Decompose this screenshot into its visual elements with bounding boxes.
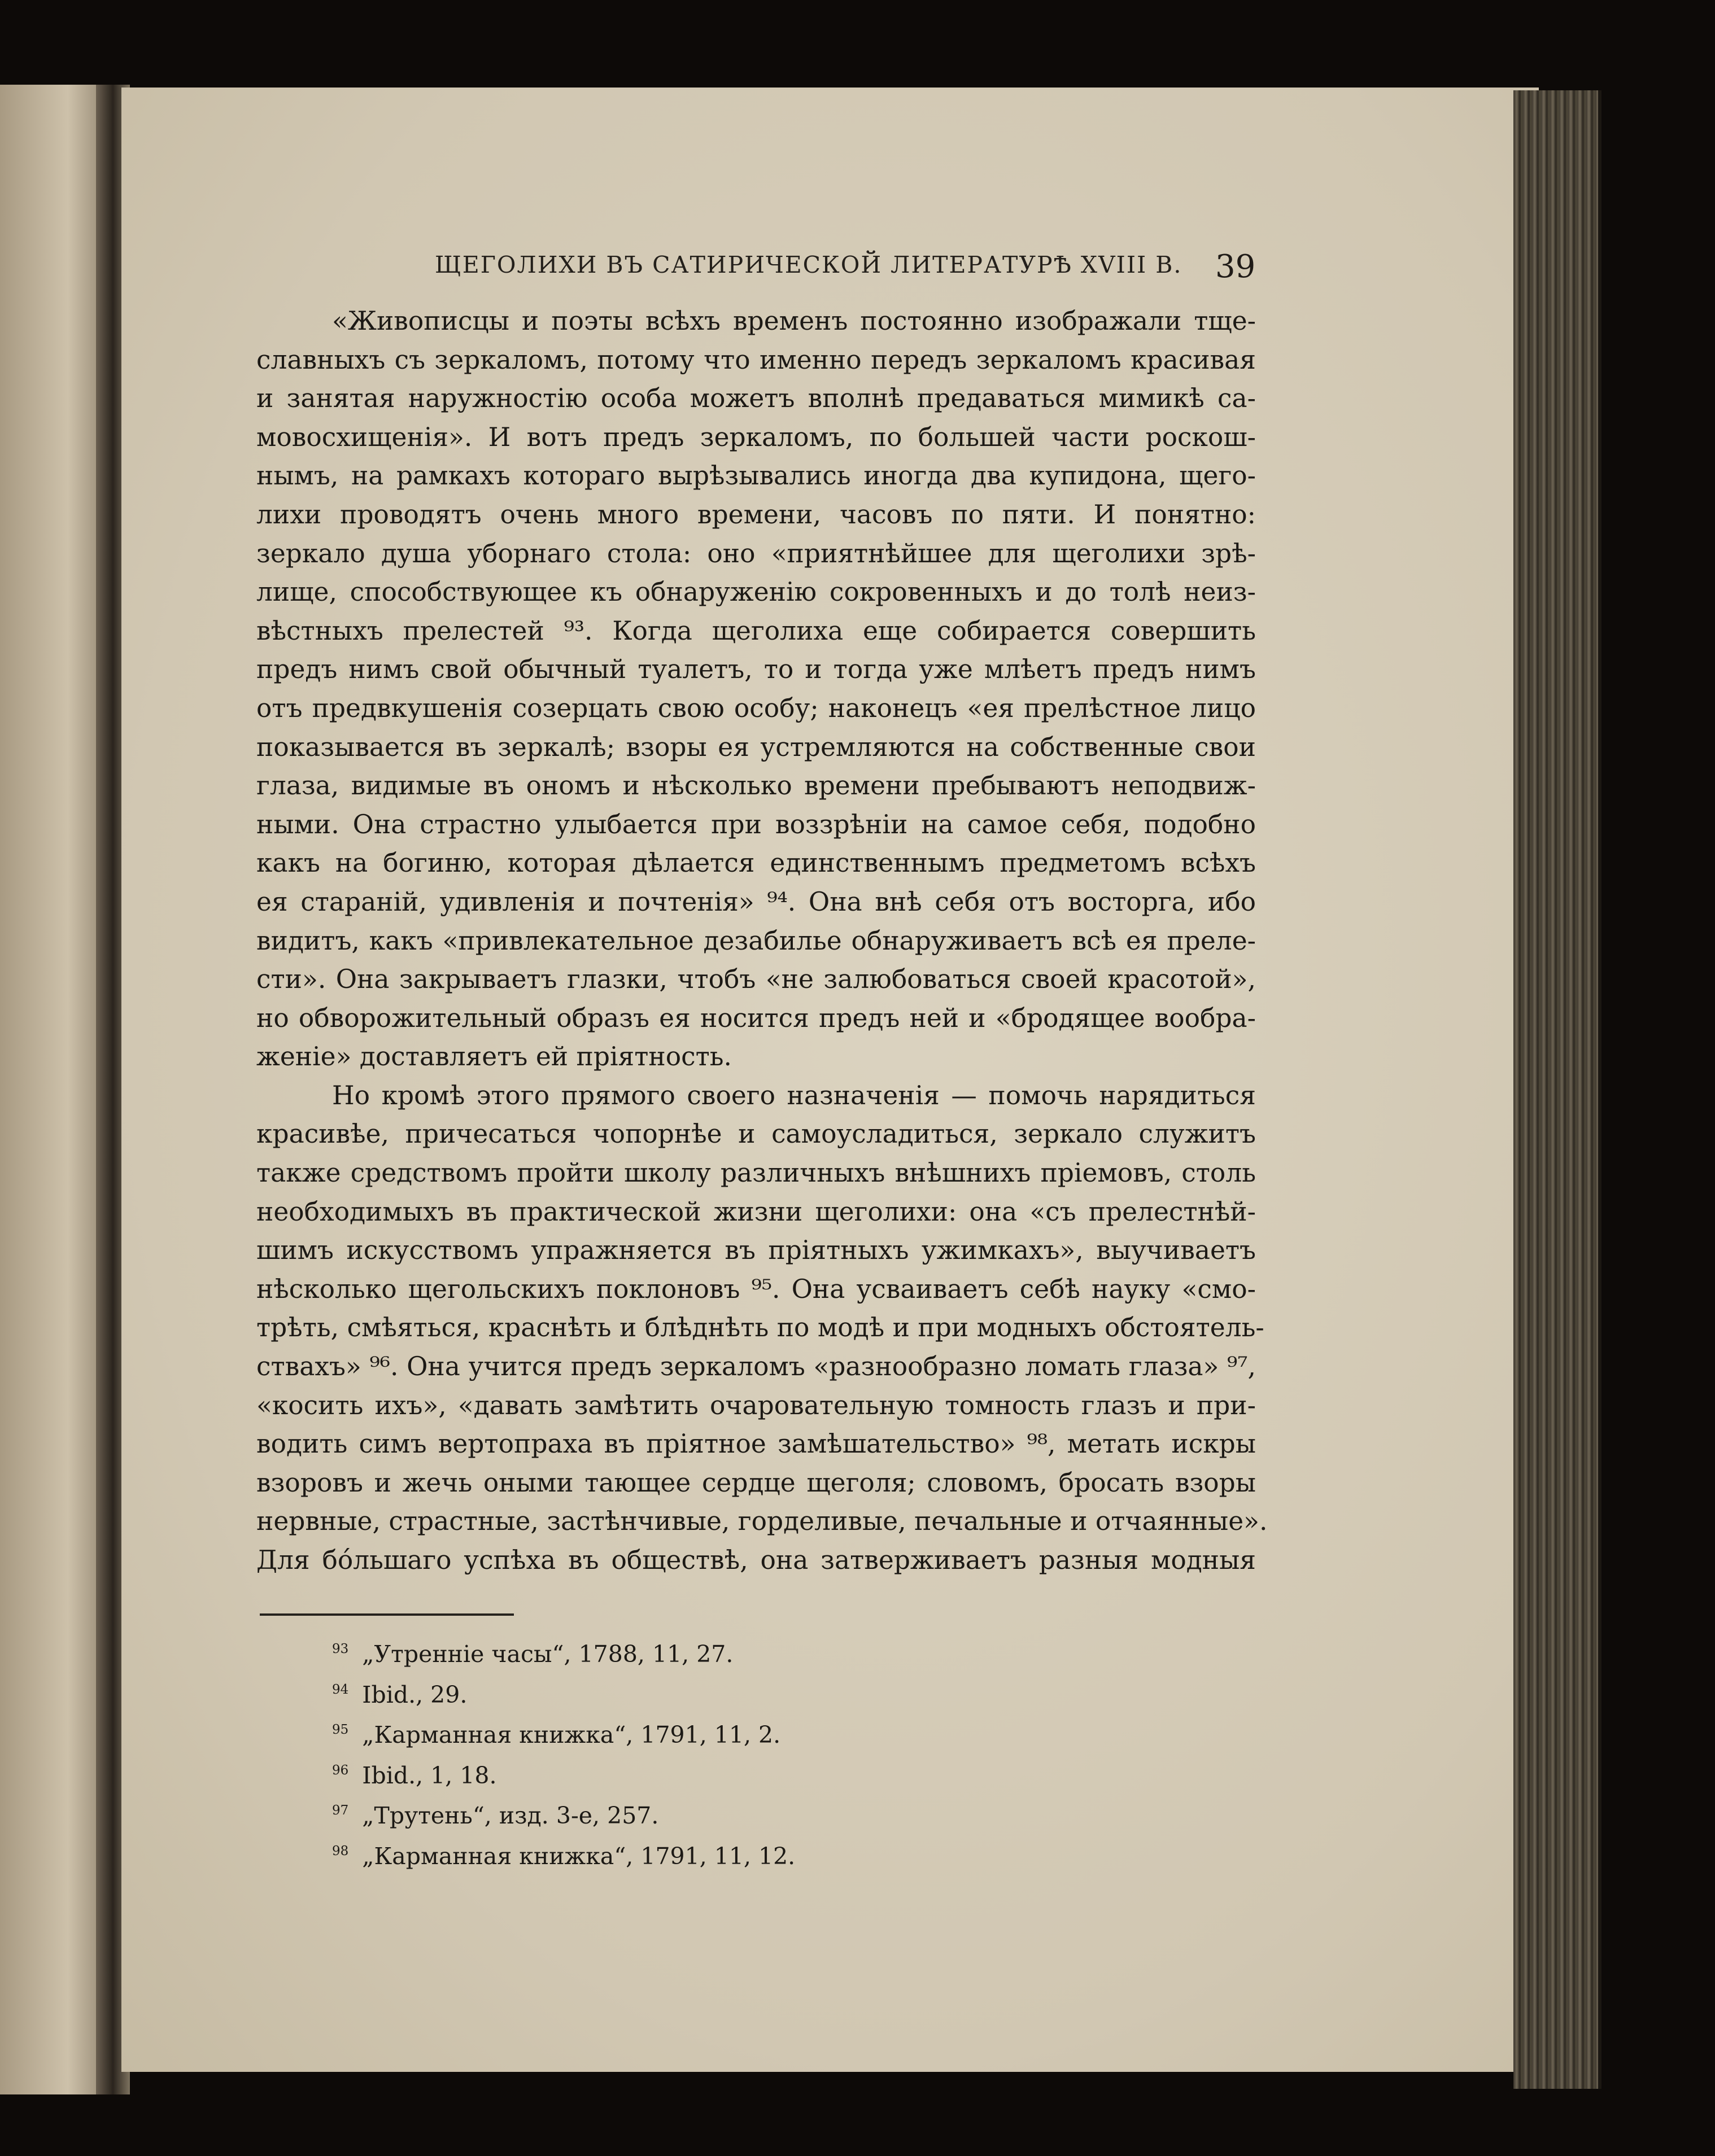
- text-line: водить симъ вертопраха въ пріятное замѣшательство» ⁹⁸, метать искры: [256, 1429, 1256, 1459]
- text-line: но обворожительный образъ ея носится предъ ней и «бродящее вообра-: [256, 1003, 1256, 1033]
- text-line: необходимыхъ въ практической жизни щеголихи: она «съ прелестнѣй-: [256, 1196, 1256, 1227]
- footnote-number: 96: [332, 1763, 349, 1778]
- text-line: Но кромѣ этого прямого своего назначенія — помочь нарядиться: [332, 1080, 1256, 1110]
- text-line: показывается въ зеркалѣ; взоры ея устремляются на собственные свои: [256, 732, 1256, 762]
- text-line: отъ предвкушенія созерцать свою особу; наконецъ «ея прелѣстное лицо: [256, 693, 1256, 723]
- text-line: глаза, видимые въ ономъ и нѣсколько времени пребываютъ неподвиж-: [256, 771, 1256, 801]
- text-line: красивѣе, причесаться чопорнѣе и самоусладиться, зеркало служитъ: [256, 1119, 1256, 1149]
- text-line: вѣстныхъ прелестей ⁹³. Когда щеголиха еще собирается совершить: [256, 615, 1256, 646]
- text-line: ствахъ» ⁹⁶. Она учится предъ зеркаломъ «разнообразно ломать глаза» ⁹⁷,: [256, 1352, 1256, 1382]
- text-line: лихи проводятъ очень много времени, часовъ по пяти. И понятно:: [256, 499, 1256, 530]
- running-head: ЩЕГОЛИХИ ВЪ САТИРИЧЕСКОЙ ЛИТЕРАТУРѢ XVIII В.: [435, 251, 1182, 278]
- footnote: [332, 1672, 1066, 1713]
- footnote-text: „Карманная книжка“, 1791, 11, 12.: [362, 1842, 796, 1870]
- text-line: и занятая наружностію особа можетъ вполнѣ предаваться мимикѣ са-: [256, 383, 1256, 414]
- text-line: нѣсколько щегольскихъ поклоновъ ⁹⁵. Она усваиваетъ себѣ науку «смо-: [256, 1274, 1256, 1304]
- footnote: [332, 1834, 1066, 1874]
- text-line: нервные, страстные, застѣнчивые, горделивые, печальные и отчаянные».: [256, 1506, 1268, 1537]
- page-number: 39: [1215, 248, 1256, 285]
- text-line: взоровъ и жечь оными тающее сердце щеголя; словомъ, бросать взоры: [256, 1467, 1256, 1498]
- footnotes: [332, 1632, 1066, 1874]
- text-line: трѣть, смѣяться, краснѣть и блѣднѣть по модѣ и при модныхъ обстоятель-: [256, 1313, 1264, 1343]
- footnote-text: Ibid., 29.: [362, 1681, 468, 1708]
- page-stack-edges: [1513, 90, 1601, 2089]
- footnote: [332, 1712, 1066, 1753]
- footnote-text: „Карманная книжка“, 1791, 11, 2.: [362, 1721, 781, 1748]
- text-line: также средствомъ пройти школу различныхъ внѣшнихъ пріемовъ, столь: [256, 1158, 1256, 1188]
- footnote-text: „Утренніе часы“, 1788, 11, 27.: [362, 1641, 734, 1668]
- text-line: «Живописцы и поэты всѣхъ временъ постоянно изображали тще-: [332, 306, 1256, 336]
- text-line: лище, способствующее къ обнаруженію сокровенныхъ и до толѣ неиз-: [256, 577, 1256, 607]
- text-line: ными. Она страстно улыбается при воззрѣніи на самое себя, подобно: [256, 809, 1256, 839]
- text-line: нымъ, на рамкахъ котораго вырѣзывались иногда два купидона, щего-: [256, 461, 1256, 491]
- text-line: зеркало душа уборнаго стола: оно «приятнѣйшее для щеголихи зрѣ-: [256, 538, 1256, 568]
- footnote-number: 93: [332, 1642, 349, 1656]
- footnote-number: 97: [332, 1803, 349, 1818]
- footnote-number: 98: [332, 1843, 349, 1858]
- footnote-number: 95: [332, 1722, 349, 1737]
- footnote-number: 94: [332, 1682, 349, 1697]
- body-text: [256, 302, 1268, 1580]
- text-line: славныхъ съ зеркаломъ, потому что именно передъ зеркаломъ красивая: [256, 344, 1256, 375]
- text-line: женіе» доставляетъ ей пріятность.: [256, 1042, 732, 1072]
- footnote-text: Ibid., 1, 18.: [362, 1761, 497, 1789]
- text-line: шимъ искусствомъ упражняется въ пріятныхъ ужимкахъ», выучиваетъ: [256, 1235, 1256, 1266]
- text-line: видитъ, какъ «привлекательное дезабилье обнаруживаетъ всѣ ея преле-: [256, 925, 1256, 956]
- footnote: [332, 1793, 1066, 1834]
- text-line: Для бóльшаго успѣха въ обществѣ, она затверживаетъ разныя модныя: [256, 1545, 1256, 1575]
- footnote: [332, 1753, 1066, 1794]
- text-line: сти». Она закрываетъ глазки, чтобъ «не залюбоваться своей красотой»,: [256, 964, 1256, 995]
- footnote-rule: [260, 1613, 514, 1616]
- text-line: какъ на богиню, которая дѣлается единственнымъ предметомъ всѣхъ: [256, 848, 1256, 878]
- text-line: предъ нимъ свой обычный туалетъ, то и тогда уже млѣетъ предъ нимъ: [256, 654, 1256, 685]
- text-line: «косить ихъ», «давать замѣтить очаровательную томность глазъ и при-: [256, 1390, 1256, 1420]
- footnote-text: „Трутень“, изд. 3-е, 257.: [362, 1802, 659, 1829]
- text-line: ея стараній, удивленія и почтенія» ⁹⁴. Она внѣ себя отъ восторга, ибо: [256, 886, 1256, 917]
- footnote: [332, 1632, 1066, 1672]
- text-line: мовосхищенія». И вотъ предъ зеркаломъ, по большей части роскош-: [256, 422, 1256, 452]
